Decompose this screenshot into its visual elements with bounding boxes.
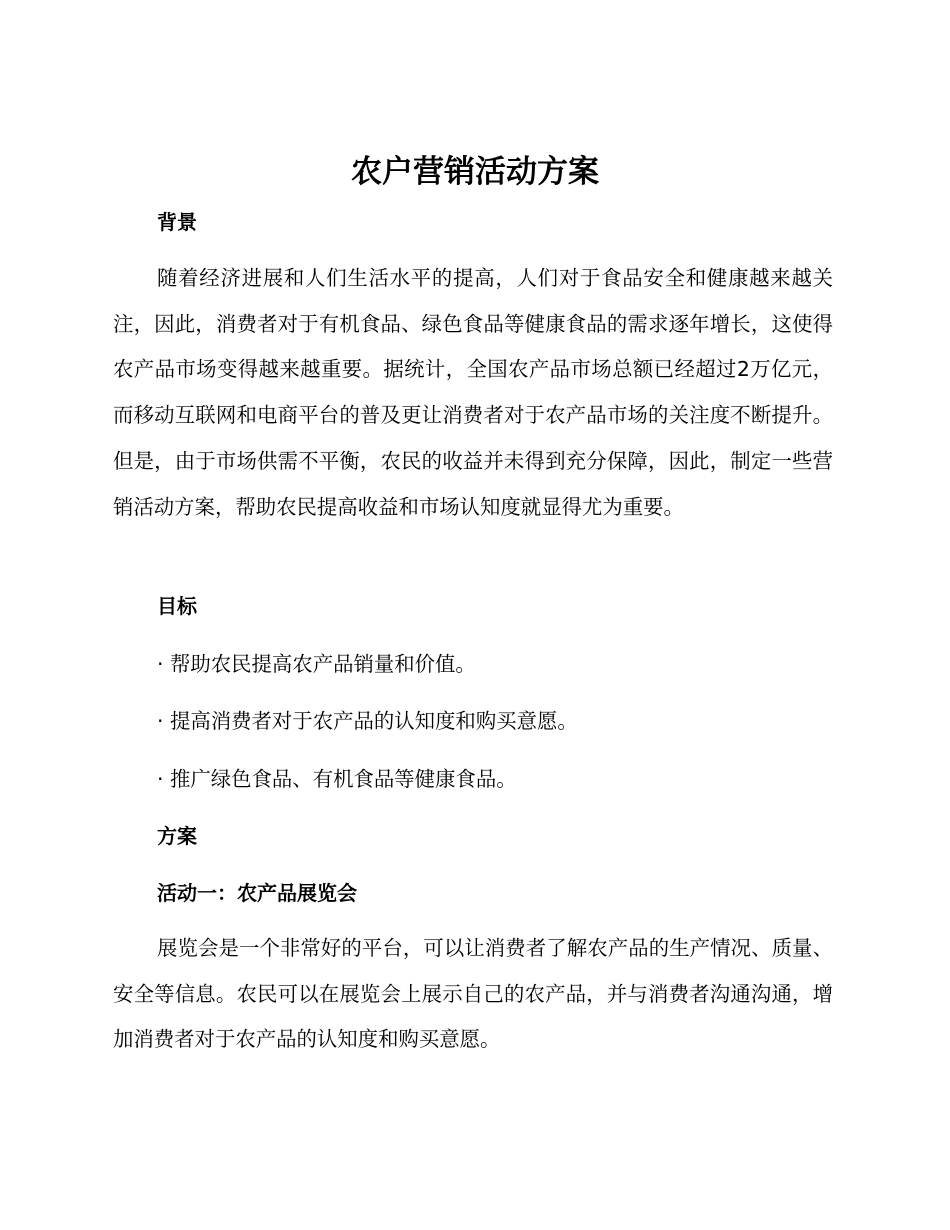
section-heading-goals: 目标 [157, 594, 197, 618]
goal-item: · 推广绿色食品、有机食品等健康食品。 [157, 767, 517, 791]
goal-item: · 提高消费者对于农产品的认知度和购买意愿。 [157, 709, 578, 733]
activity-paragraph: 展览会是一个非常好的平台，可以让消费者了解农产品的生产情况、质量、安全等信息。农民可以在展览会上展示自己的农产品，并与消费者沟通沟通，增加消费者对于农产品的认知度和购买意愿。 [113, 936, 833, 1052]
goal-item: · 帮助农民提高农产品销量和价值。 [157, 652, 476, 676]
section-heading-background: 背景 [157, 210, 197, 234]
activity-heading: 活动一：农产品展览会 [157, 881, 357, 905]
section-heading-plan: 方案 [157, 824, 197, 848]
background-paragraph: 随着经济进展和人们生活水平的提高，人们对于食品安全和健康越来越关注，因此，消费者对于有机食品、绿色食品等健康食品的需求逐年增长，这使得农产品市场变得越来越重要。据统计，全国农产品市场总额已经超过2万亿元，而移动互联网和电商平台的普及更让消费者对于农产品市场的关注度不断提升。但是，由于市场供需不平衡，农民的收益并未得到充分保障，因此，制定一些营销活动方案，帮助农民提高收益和市场认知度就显得尤为重要。 [113, 266, 833, 519]
document-title: 农户营销活动方案 [351, 154, 599, 190]
